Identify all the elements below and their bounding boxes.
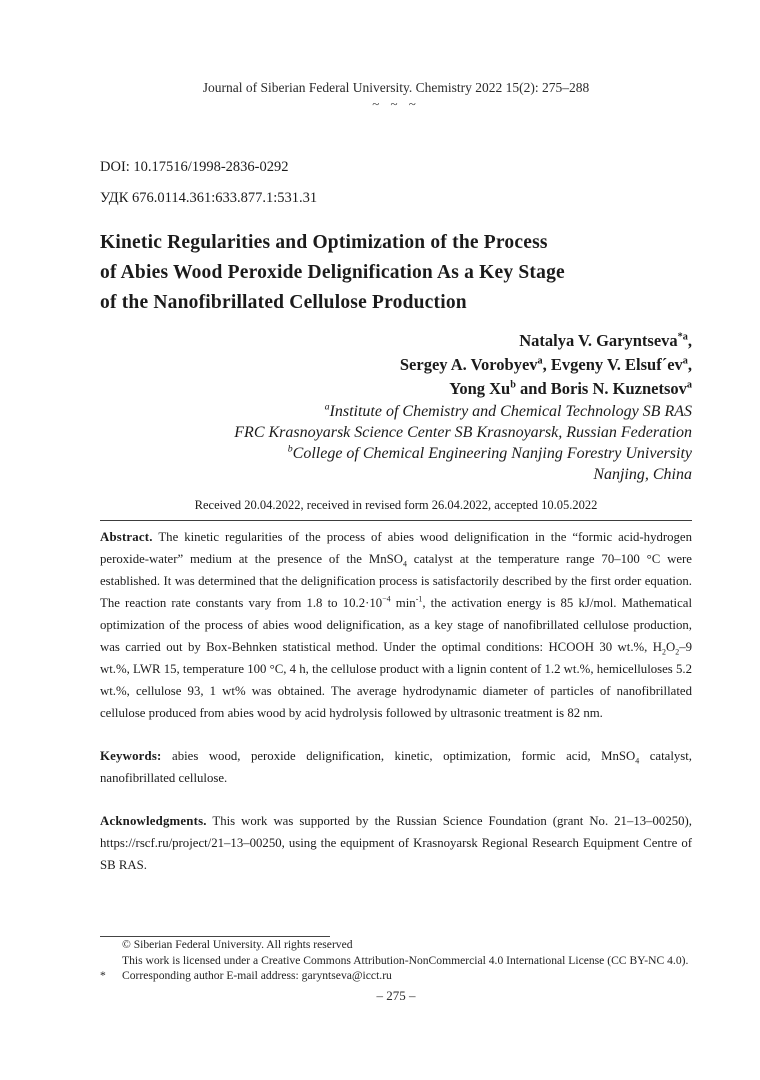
affiliation-line-4: Nanjing, China	[593, 466, 692, 483]
affiliation-line-1: $^a$Institute of Chemistry and Chemical Technology SB RAS	[324, 401, 692, 420]
author-line-2: Sergey A. Vorobyev$^a$, Evgeny V. $Elsuf´ev^a$,	[399, 355, 692, 374]
affiliations-block	[100, 401, 692, 485]
corresponding-author-text: Corresponding author E-mail address: garyntseva@icct.ru	[122, 969, 392, 982]
paper-title	[100, 228, 692, 318]
corresponding-author-line	[100, 968, 740, 984]
journal-header: Journal of Siberian Federal University. Chemistry 2022 15(2): 275–288	[202, 80, 590, 95]
paper-title-line-3: of the Nanofibrillated Cellulose Production	[100, 292, 467, 313]
copyright-line: © Siberian Federal University. All rights reserved	[122, 938, 353, 951]
acknowledgments-paragraph: Acknowledgments. This work was supported by the Russian Science Foundation (grant No. 21–13–00250), https://rscf.ru/project/21–13–00250, using the equipment of Krasnoyarsk Regional Research Equipment Centre of SB RAS.	[100, 814, 692, 872]
udc-line: УДК 676.0114.361:633.877.1:531.31	[100, 190, 318, 206]
affiliation-line-3: $^b$College of Chemical Engineering Nanjing Forestry University	[287, 443, 692, 462]
author-line-1: Natalya V. Garyntseva$^{*a}$,	[519, 331, 692, 350]
page-number: – 275 –	[376, 988, 416, 1003]
authors-block	[100, 329, 692, 401]
doi-line: DOI: 10.17516/1998-2836-0292	[100, 159, 289, 175]
footnote-asterisk: *	[100, 969, 106, 982]
received-dates-line: Received 20.04.2022, received in revised form 26.04.2022, accepted 10.05.2022	[194, 498, 598, 512]
author-line-3: Yong Xu$^b$ and Boris N. Kuznetsov$^a$	[449, 379, 692, 398]
license-line: This work is licensed under a Creative Commons Attribution-NonCommercial 4.0 International License (CC BY-NC 4.0).	[122, 953, 689, 967]
abstract-divider-rule	[100, 520, 692, 521]
affiliation-line-2: FRC Krasnoyarsk Science Center SB Krasnoyarsk, Russian Federation	[234, 424, 692, 441]
page-content	[100, 0, 692, 876]
keywords-paragraph: Keywords: abies wood, peroxide delignification, kinetic, optimization, formic acid, MnSO$_4$ catalyst, nanofibrillated cellulose.	[100, 749, 693, 785]
footnote-block	[100, 936, 740, 984]
paper-title-line-1: Kinetic Regularities and Optimization of the Process	[100, 232, 548, 253]
abstract-paragraph: Abstract. The kinetic regularities of the process of abies wood delignification in the “formic acid-hydrogen peroxide-water” medium at the presence of the MnSO$_4$ catalyst at the temperature range 70–100 °C were established. It was determined that the delignification process is satisfactorily described by the first order equation. The reaction rate constants vary from 1.8 to $10.2\cdot 10^{-4}$ $\min^{-1}$, the activation energy is 85 kJ/mol. Mathematical optimization of the process of abies wood delignification, as a key stage of nanofibrillated cellulose production, was carried out by Box-Behnken statistical method. Under the optimal conditions: HCOOH 30 wt.%, $H_2O_2-9$ wt.%, LWR 15, temperature 100 °C, 4 h, the cellulose product with a lignin content of 1.2 wt.%, hemicelluloses 5.2 wt.%, cellulose 93, 1 wt% was obtained. The average hydrodynamic diameter of particles of nanofibrillated cellulose produced from abies wood by acid hydrolysis followed by ultrasonic treatment is 82 nm.	[100, 530, 693, 720]
paper-title-line-2: of Abies Wood Peroxide Delignification As a Key Stage	[100, 262, 565, 283]
ornament-separator: ~ ~ ~	[372, 96, 420, 111]
